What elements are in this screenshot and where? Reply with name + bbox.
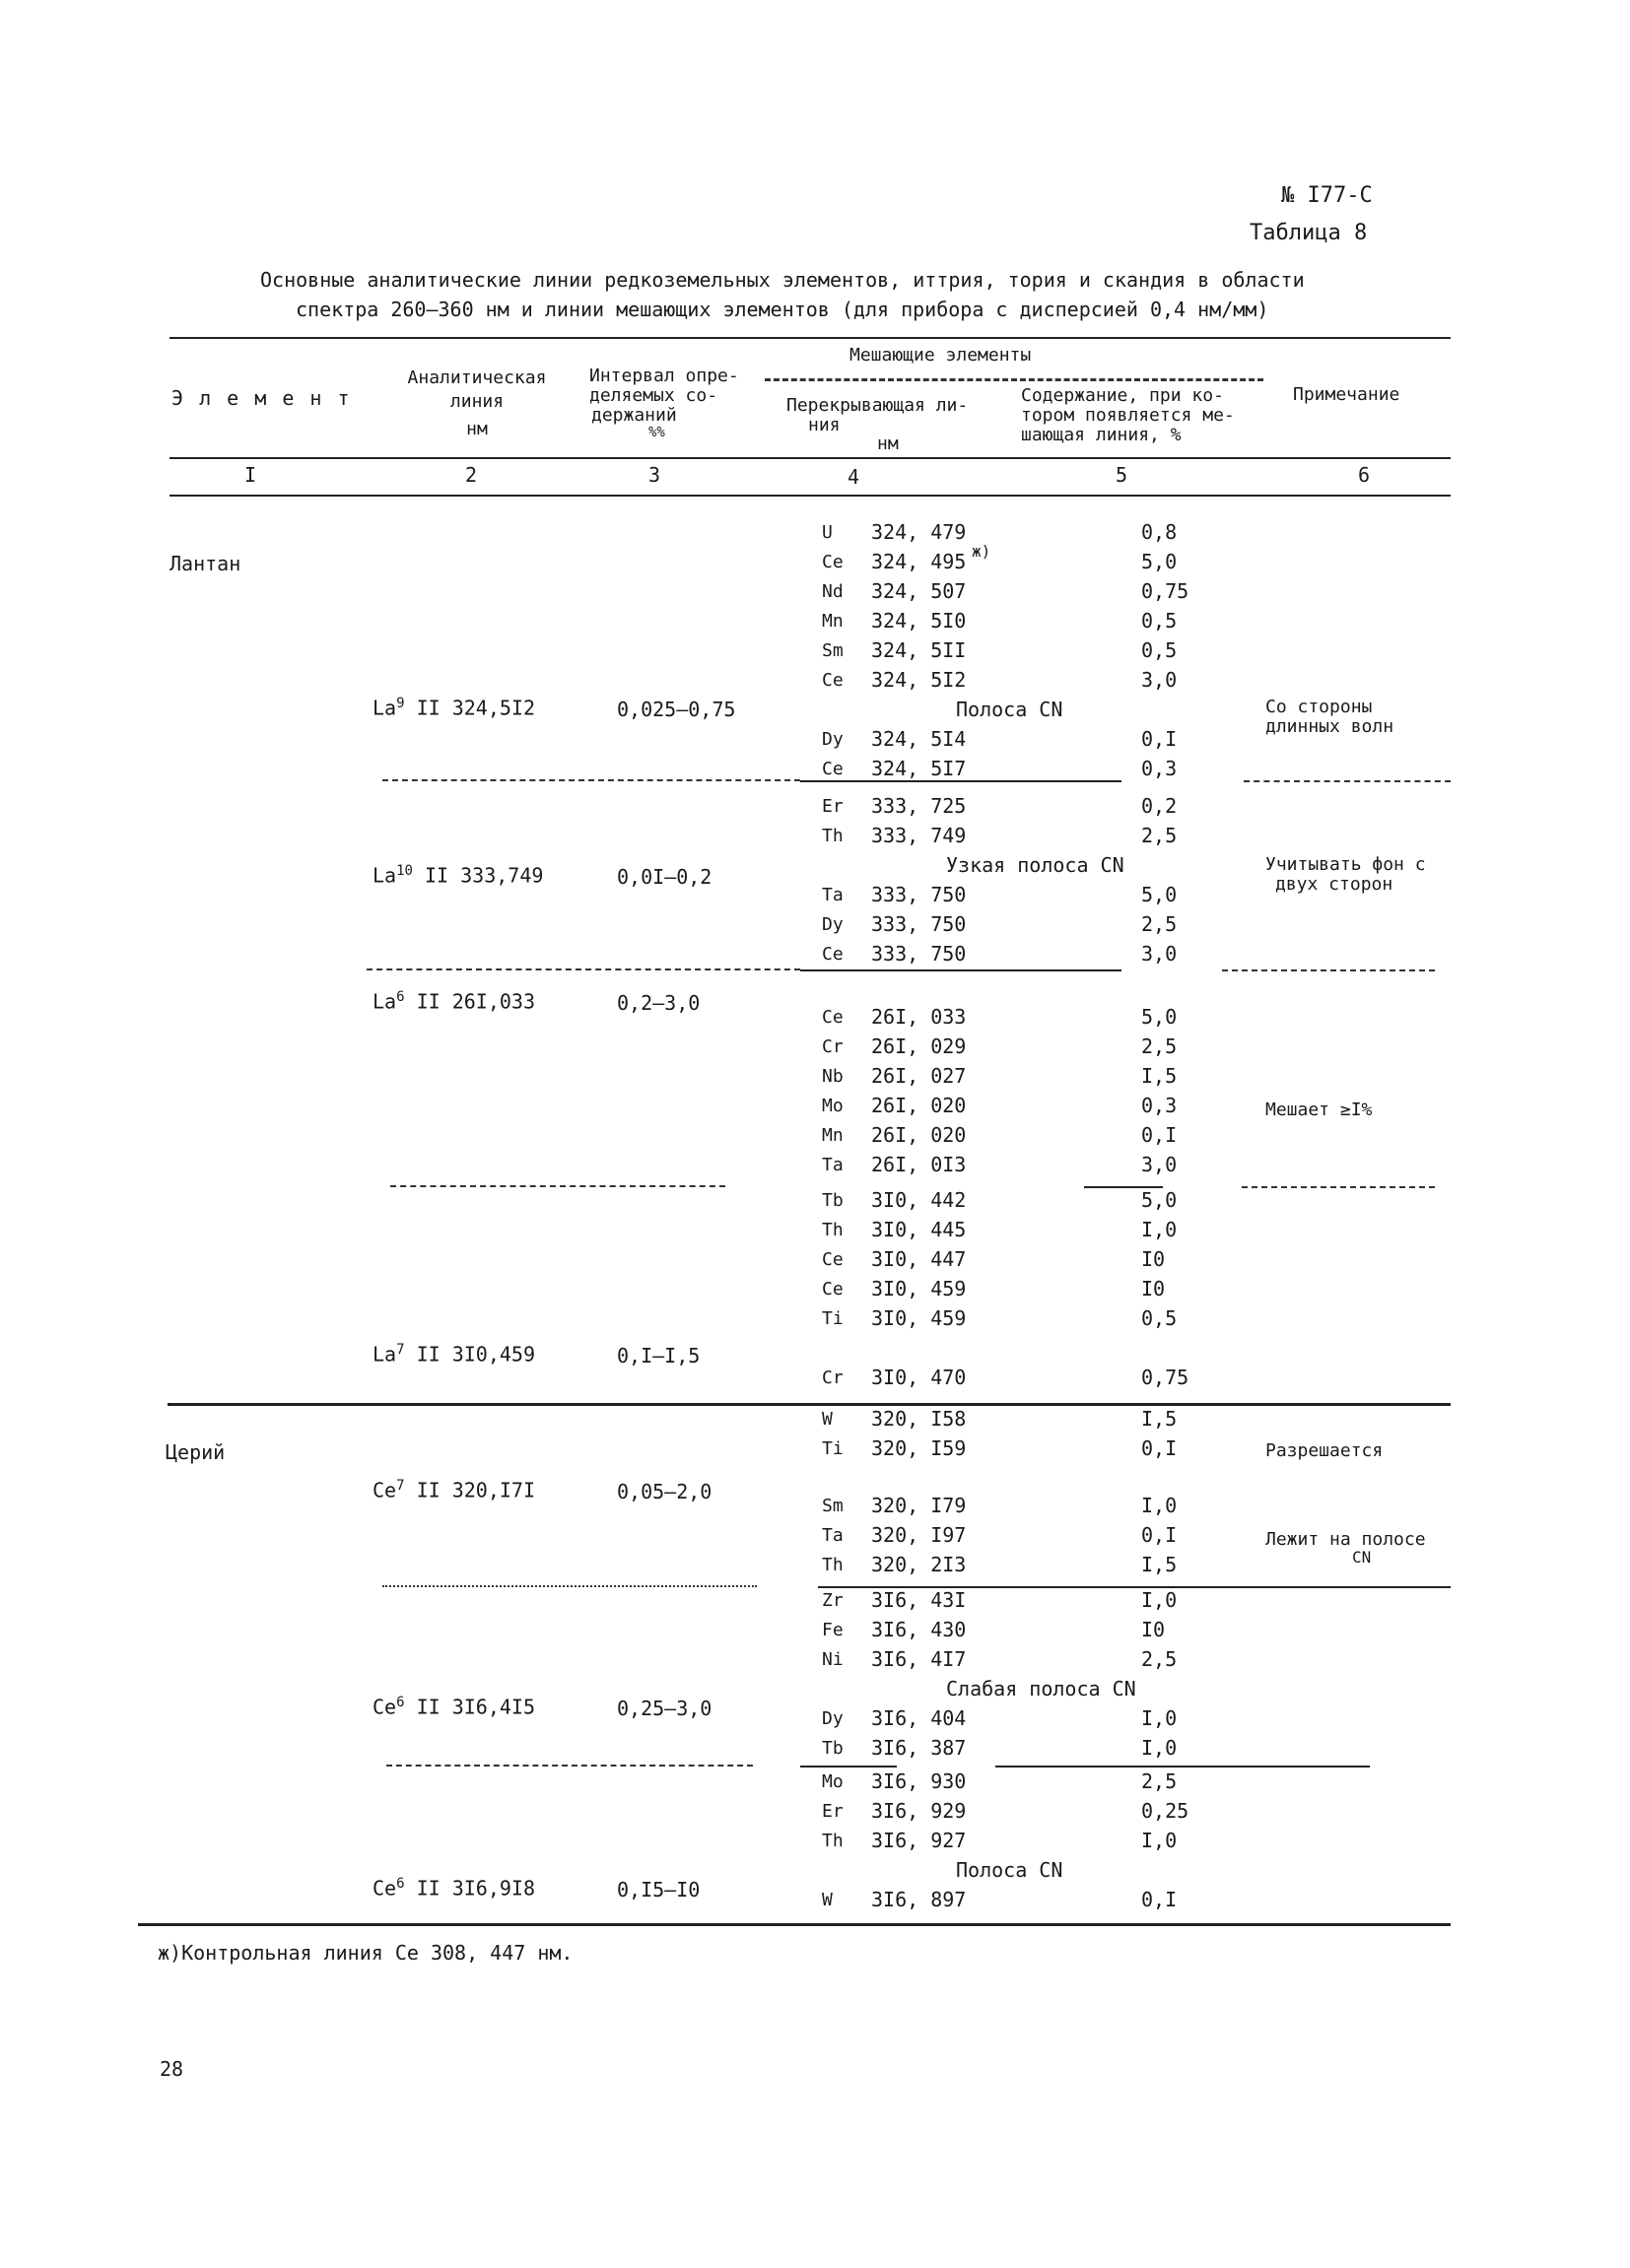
header-interval-1: Интервал опре- xyxy=(589,366,739,386)
overlap-line: 324, 5II xyxy=(871,638,967,662)
header-overlap-2: ния xyxy=(808,415,841,435)
interfering-element: Cr xyxy=(822,1036,844,1057)
interfering-content: 0,I xyxy=(1141,1888,1178,1911)
interfering-element: Zr xyxy=(822,1590,844,1611)
table-top-rule xyxy=(170,337,1451,339)
note-background-1: Учитывать фон с xyxy=(1265,854,1426,875)
overlap-line: 3I6, 897 xyxy=(871,1888,967,1911)
interfering-element: Mn xyxy=(822,1125,844,1146)
note-on-band-1: Лежит на полосе xyxy=(1265,1529,1426,1550)
analytic-superscript: 6 xyxy=(396,1876,405,1892)
overlap-line: 333, 750 xyxy=(871,883,967,906)
header-content-3: шающая линия, % xyxy=(1021,425,1182,445)
col-number-1: I xyxy=(244,463,257,487)
analytic-wavelength: II 320,I7I xyxy=(404,1478,535,1502)
overlap-line: 3I0, 447 xyxy=(871,1247,967,1271)
analytic-line xyxy=(373,1695,535,1719)
footnote: ж)Контрольная линия Се 308, 447 нм. xyxy=(158,1941,574,1965)
interfering-element: Er xyxy=(822,796,844,817)
interfering-element: Dy xyxy=(822,729,844,750)
interfering-content: 0,25 xyxy=(1141,1799,1189,1823)
interfering-content: I,5 xyxy=(1141,1553,1178,1576)
analytic-element: Ce xyxy=(373,1876,397,1901)
determination-interval: 0,2–3,0 xyxy=(617,991,701,1015)
overlap-line: 3I0, 459 xyxy=(871,1306,967,1330)
interfering-content: 0,3 xyxy=(1141,757,1178,780)
analytic-element: Ce xyxy=(373,1478,397,1502)
interfering-content: 2,5 xyxy=(1141,824,1178,847)
interfering-element: Ce xyxy=(822,1249,844,1270)
header-content-2: тором появляется ме- xyxy=(1021,405,1235,426)
group-separator-1c xyxy=(1244,780,1451,782)
interfering-content: 2,5 xyxy=(1141,1769,1178,1793)
interfering-content: I,5 xyxy=(1141,1064,1178,1088)
group-separator-2c xyxy=(1222,969,1435,971)
interfering-content: 3,0 xyxy=(1141,942,1178,966)
header-interfering: Мешающие элементы xyxy=(849,345,1032,366)
analytic-element: La xyxy=(373,696,397,720)
header-interfering-dash xyxy=(765,378,1263,381)
interfering-element: Ta xyxy=(822,1155,844,1175)
overlap-line: 324, 5I4 xyxy=(871,727,967,751)
interfering-element: Er xyxy=(822,1801,844,1822)
analytic-wavelength: II 3I6,4I5 xyxy=(404,1695,535,1719)
header-overlap xyxy=(786,396,968,435)
analytic-superscript: 7 xyxy=(396,1478,405,1494)
interfering-element: Ni xyxy=(822,1649,844,1670)
overlap-line: 3I6, 4I7 xyxy=(871,1647,967,1671)
analytic-line xyxy=(373,989,535,1014)
header-analytic-line xyxy=(390,367,564,441)
interfering-content: 0,I xyxy=(1141,1123,1178,1147)
col-number-4: 4 xyxy=(848,465,860,489)
page-number: 28 xyxy=(160,2057,184,2081)
interfering-content: 0,2 xyxy=(1141,794,1178,818)
analytic-line xyxy=(373,696,535,720)
header-overlap-unit: нм xyxy=(877,434,899,454)
analytic-superscript: 10 xyxy=(396,863,413,879)
overlap-line: 26I, 027 xyxy=(871,1064,967,1088)
determination-interval: 0,0I–0,2 xyxy=(617,865,713,889)
group-separator-1b xyxy=(800,780,1121,782)
overlap-line: 3I0, 442 xyxy=(871,1188,967,1212)
header-analytic-line-2: линия xyxy=(449,391,505,412)
overlap-line: 26I, 033 xyxy=(871,1005,967,1029)
interfering-element: Ce xyxy=(822,944,844,965)
header-analytic-line-1: Аналитическая xyxy=(407,367,547,388)
interfering-element: Ce xyxy=(822,1007,844,1028)
note-long-wave-1: Со стороны xyxy=(1265,697,1373,717)
header-element: Э л е м е н т xyxy=(171,386,352,410)
interfering-content: 5,0 xyxy=(1141,1188,1178,1212)
group-separator-3c xyxy=(1242,1186,1435,1188)
table-caption-line-1: Основные аналитические линии редкоземельных элементов, иттрия, тория и скандия в области xyxy=(260,268,1305,292)
interfering-content: I,5 xyxy=(1141,1407,1178,1431)
determination-interval: 0,I–I,5 xyxy=(617,1344,701,1367)
interfering-content: 5,0 xyxy=(1141,1005,1178,1029)
header-bottom-rule xyxy=(170,457,1451,459)
element-separator xyxy=(168,1403,1451,1406)
interfering-content: 2,5 xyxy=(1141,1034,1178,1058)
determination-interval: 0,25–3,0 xyxy=(617,1697,713,1720)
interfering-content: I0 xyxy=(1141,1618,1166,1641)
determination-interval: 0,025–0,75 xyxy=(617,698,736,721)
determination-interval: 0,I5–I0 xyxy=(617,1878,701,1901)
interfering-element: Ta xyxy=(822,885,844,905)
analytic-element: La xyxy=(373,863,397,888)
interfering-content: 0,75 xyxy=(1141,1366,1189,1389)
footnote-marker: ж) xyxy=(972,542,991,561)
col-number-3: 3 xyxy=(648,463,661,487)
overlap-line: 320, 2I3 xyxy=(871,1553,967,1576)
note-resolved: Разрешается xyxy=(1265,1440,1384,1461)
overlap-line: 324, 495 xyxy=(871,550,967,573)
group-separator-5c xyxy=(995,1766,1370,1768)
interfering-content: I0 xyxy=(1141,1277,1166,1301)
interfering-element: Tb xyxy=(822,1738,844,1759)
col-number-rule xyxy=(170,495,1451,497)
overlap-line: 3I6, 430 xyxy=(871,1618,967,1641)
interfering-content: 0,3 xyxy=(1141,1094,1178,1117)
header-note: Примечание xyxy=(1293,384,1400,405)
interfering-element: Mn xyxy=(822,611,844,632)
interfering-content: 0,8 xyxy=(1141,520,1178,544)
overlap-line: 3I6, 930 xyxy=(871,1769,967,1793)
group-separator-2 xyxy=(367,968,800,970)
interfering-content: 3,0 xyxy=(1141,668,1178,692)
interfering-element: Nd xyxy=(822,581,844,602)
overlap-line: 320, I59 xyxy=(871,1436,967,1460)
interfering-element: Mo xyxy=(822,1771,844,1792)
interfering-content: I,0 xyxy=(1141,1706,1178,1730)
interfering-content: 2,5 xyxy=(1141,1647,1178,1671)
interfering-element: Nb xyxy=(822,1066,844,1087)
group-separator-5b xyxy=(800,1766,897,1768)
band-label: Полоса CN xyxy=(956,1858,1063,1882)
interfering-content: 0,5 xyxy=(1141,609,1178,633)
analytic-superscript: 6 xyxy=(396,1695,405,1710)
group-separator-4 xyxy=(382,1585,757,1587)
overlap-line: 3I6, 929 xyxy=(871,1799,967,1823)
note-long-wave-2: длинных волн xyxy=(1265,716,1394,737)
note-background xyxy=(1265,855,1426,895)
table-bottom-rule xyxy=(138,1923,1451,1926)
analytic-superscript: 7 xyxy=(396,1342,405,1358)
analytic-element: La xyxy=(373,1342,397,1367)
analytic-wavelength: II 3I6,9I8 xyxy=(404,1876,535,1901)
overlap-line: 3I6, 43I xyxy=(871,1588,967,1612)
overlap-line: 320, I97 xyxy=(871,1523,967,1547)
interfering-element: U xyxy=(822,522,833,543)
overlap-line: 333, 750 xyxy=(871,912,967,936)
interfering-content: I,0 xyxy=(1141,1829,1178,1852)
interfering-element: Ce xyxy=(822,1279,844,1300)
analytic-wavelength: II 333,749 xyxy=(412,863,544,888)
note-on-band-2: CN xyxy=(1352,1548,1372,1567)
element-lanthanum: Лантан xyxy=(170,552,241,575)
interfering-element: Dy xyxy=(822,1708,844,1729)
interfering-element: Th xyxy=(822,826,844,846)
header-analytic-line-3: нм xyxy=(466,419,488,439)
group-separator-4b xyxy=(818,1586,1451,1588)
analytic-line xyxy=(373,863,543,888)
overlap-line: 3I0, 445 xyxy=(871,1218,967,1241)
header-content xyxy=(1021,386,1235,445)
header-interval-4: %% xyxy=(648,425,665,440)
header-interval-2: деляемых со- xyxy=(589,385,718,406)
interfering-content: 0,75 xyxy=(1141,579,1189,603)
group-separator-1 xyxy=(382,779,800,781)
interfering-element: Sm xyxy=(822,640,844,661)
overlap-line: 333, 725 xyxy=(871,794,967,818)
interfering-content: 0,5 xyxy=(1141,1306,1178,1330)
note-on-band xyxy=(1265,1531,1426,1567)
overlap-line: 324, 5I7 xyxy=(871,757,967,780)
overlap-line: 3I0, 459 xyxy=(871,1277,967,1301)
interfering-content: 3,0 xyxy=(1141,1153,1178,1176)
band-label: Слабая полоса CN xyxy=(946,1677,1136,1701)
overlap-line: 26I, 020 xyxy=(871,1094,967,1117)
overlap-line: 26I, 020 xyxy=(871,1123,967,1147)
note-interferes: Мешает ≥I% xyxy=(1265,1100,1373,1120)
interfering-content: I,0 xyxy=(1141,1218,1178,1241)
interfering-element: Th xyxy=(822,1831,844,1851)
interfering-element: Th xyxy=(822,1220,844,1240)
overlap-line: 333, 749 xyxy=(871,824,967,847)
interfering-content: 0,I xyxy=(1141,1436,1178,1460)
band-label: Полоса CN xyxy=(956,698,1063,721)
analytic-wavelength: II 324,5I2 xyxy=(404,696,535,720)
overlap-line: 3I0, 470 xyxy=(871,1366,967,1389)
interfering-content: I,0 xyxy=(1141,1736,1178,1760)
overlap-line: 324, 5I2 xyxy=(871,668,967,692)
interfering-element: Dy xyxy=(822,914,844,935)
interfering-content: I,0 xyxy=(1141,1494,1178,1517)
analytic-line xyxy=(373,1342,535,1367)
interfering-element: Ce xyxy=(822,552,844,572)
overlap-line: 26I, 029 xyxy=(871,1034,967,1058)
col-number-2: 2 xyxy=(465,463,478,487)
interfering-content: I0 xyxy=(1141,1247,1166,1271)
analytic-line xyxy=(373,1876,535,1901)
overlap-line: 324, 507 xyxy=(871,579,967,603)
interfering-element: W xyxy=(822,1890,833,1910)
overlap-line: 26I, 0I3 xyxy=(871,1153,967,1176)
element-cerium: Церий xyxy=(166,1440,226,1464)
overlap-line: 324, 5I0 xyxy=(871,609,967,633)
note-background-2: двух сторон xyxy=(1275,874,1393,895)
header-overlap-1: Перекрывающая ли- xyxy=(786,395,969,416)
group-separator-3 xyxy=(390,1185,725,1187)
table-label: Таблица 8 xyxy=(1250,221,1368,245)
interfering-content: 5,0 xyxy=(1141,883,1178,906)
analytic-wavelength: II 26I,033 xyxy=(404,989,535,1014)
interfering-content: I,0 xyxy=(1141,1588,1178,1612)
group-separator-3b xyxy=(1084,1186,1163,1188)
interfering-element: Fe xyxy=(822,1620,844,1640)
interfering-element: Cr xyxy=(822,1367,844,1388)
band-label: Узкая полоса CN xyxy=(946,853,1124,877)
interfering-content: 0,I xyxy=(1141,1523,1178,1547)
interfering-element: Sm xyxy=(822,1496,844,1516)
overlap-line: 3I6, 404 xyxy=(871,1706,967,1730)
determination-interval: 0,05–2,0 xyxy=(617,1480,713,1503)
header-interval-3: держаний xyxy=(591,405,677,426)
interfering-content: 5,0 xyxy=(1141,550,1178,573)
interfering-element: W xyxy=(822,1409,833,1430)
document-number: № I77-С xyxy=(1281,183,1373,208)
interfering-element: Ta xyxy=(822,1525,844,1546)
interfering-content: 2,5 xyxy=(1141,912,1178,936)
col-number-5: 5 xyxy=(1116,463,1128,487)
interfering-element: Ce xyxy=(822,670,844,691)
analytic-superscript: 6 xyxy=(396,989,405,1005)
group-separator-5 xyxy=(386,1765,753,1767)
interfering-element: Th xyxy=(822,1555,844,1575)
overlap-line: 320, I79 xyxy=(871,1494,967,1517)
interfering-content: 0,I xyxy=(1141,727,1178,751)
overlap-line: 3I6, 387 xyxy=(871,1736,967,1760)
analytic-element: Ce xyxy=(373,1695,397,1719)
interfering-element: Ti xyxy=(822,1438,844,1459)
analytic-line xyxy=(373,1478,535,1502)
overlap-line: 324, 479 xyxy=(871,520,967,544)
interfering-element: Mo xyxy=(822,1096,844,1116)
header-content-1: Содержание, при ко- xyxy=(1021,385,1224,406)
analytic-superscript: 9 xyxy=(396,696,405,711)
analytic-wavelength: II 3I0,459 xyxy=(404,1342,535,1367)
interfering-content: 0,5 xyxy=(1141,638,1178,662)
analytic-element: La xyxy=(373,989,397,1014)
col-number-6: 6 xyxy=(1358,463,1371,487)
note-long-wave xyxy=(1265,698,1393,737)
overlap-line: 333, 750 xyxy=(871,942,967,966)
header-interval xyxy=(589,367,739,439)
interfering-element: Ti xyxy=(822,1308,844,1329)
overlap-line: 3I6, 927 xyxy=(871,1829,967,1852)
interfering-element: Ce xyxy=(822,759,844,779)
overlap-line: 320, I58 xyxy=(871,1407,967,1431)
interfering-element: Tb xyxy=(822,1190,844,1211)
group-separator-2b xyxy=(800,969,1121,971)
table-caption-line-2: спектра 260–360 нм и линии мешающих элементов (для прибора с дисперсией 0,4 нм/мм) xyxy=(296,298,1269,321)
